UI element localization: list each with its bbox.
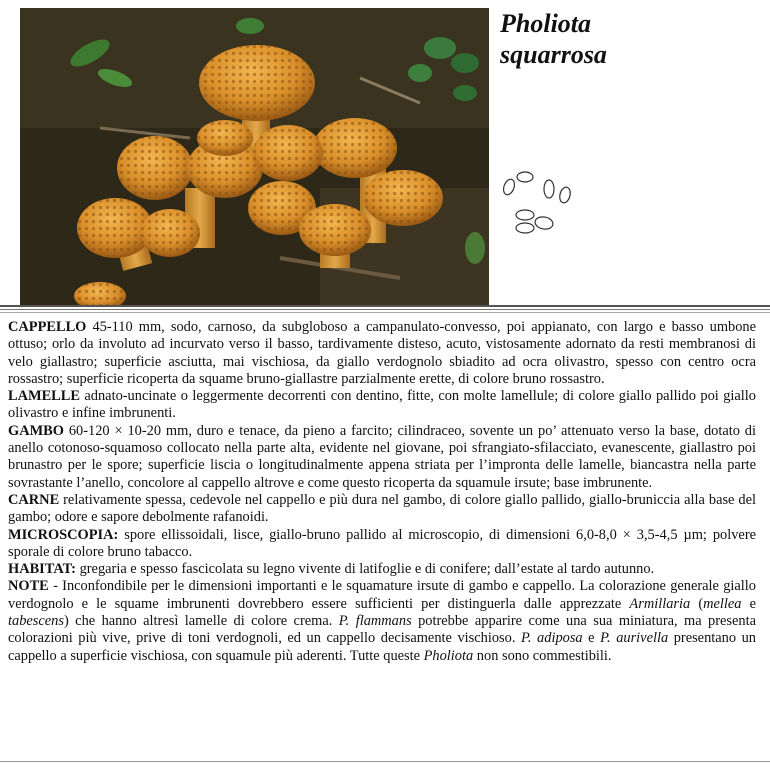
section-lamelle: LAMELLE adnato-uncinate o leggermente decorrenti con dentino, fitte, con molte lamellule; di colore giallo pallido poi giallo olivastro e infine imbrunenti. <box>8 388 756 422</box>
section-microscopia: MICROSCOPIA: spore ellissoidali, lisce, giallo-bruno pallido al microscopio, di dimensioni 6,0-8,0 × 3,5-4,5 µm; polvere sporale di colore bruno tabacco. <box>8 526 756 560</box>
divider-line <box>0 312 770 313</box>
section-label: GAMBO <box>8 422 64 439</box>
title-genus: Pholiota <box>500 9 592 38</box>
section-habitat: HABITAT: gregaria e spesso fascicolata su legno vivente di latifoglie e di conifere; dall’estate al tardo autunno. <box>8 561 655 578</box>
section-cappello: CAPPELLO 45-110 mm, sodo, carnoso, da subgloboso a campanulato-convesso, poi appianato, con largo e basso umbone ottuso; orlo da involuto ad incurvato verso il basso, tardivamente disteso, acuto, vistosamente adornato da resti membranosi di velo giallastro; superficie asciutta, mai vischiosa, da giallo verdognolo sbiadito ad ocra olivastro, spesso con centro ocra rossastro; superficie ricoperta da squame bruno-giallastre parzialmente erette, di colore bruno rossastro. <box>8 319 756 387</box>
section-note: NOTE - Inconfondibile per le dimensioni importanti e le squamature irsute di gambo e cappello. La colorazione generale giallo verdognolo e le squame imbrunenti dovrebbero essere sufficienti per distinguerla dalle apprezzate Armillaria (mellea e tabescens) che hanno altresì lamelle di colore crema. P. flammans potrebbe apparire come una sua miniatura, ma presenta colorazioni più vive, prive di toni verdognoli, ed un cappello decisamente vischioso. P. adiposa e P. aurivella presentano un cappello a superficie vischiosa, con squamule più aderenti. Tutte queste Pholiota non sono commestibili. <box>8 578 756 664</box>
mushroom-cluster-photo <box>20 8 489 305</box>
section-label: CARNE <box>8 491 60 508</box>
section-label: LAMELLE <box>8 388 80 405</box>
divider-line <box>0 309 770 310</box>
spore-drawing <box>497 165 582 237</box>
divider-line <box>0 305 770 307</box>
section-carne: CARNE relativamente spessa, cedevole nel cappello e più dura nel gambo, di colore giallo pallido, giallo-bruniccia alla base del gambo; odore e sapore debolmente rafanoidi. <box>8 491 756 526</box>
description-text <box>8 319 756 665</box>
section-label: NOTE <box>8 578 49 595</box>
title-species: squarrosa <box>500 40 607 69</box>
page-title <box>500 8 607 70</box>
section-label: MICROSCOPIA: <box>8 526 119 543</box>
section-label: HABITAT: <box>8 561 76 578</box>
section-gambo: GAMBO 60-120 × 10-20 mm, duro e tenace, da pieno a farcito; cilindraceo, sovente un po’ attenuato verso la base, dotato di anello cotonoso-squamoso collocato nella parte alta, evidente nel giovane, poi sfrangiato-sfilacciato, evanescente, giallastro poi brunastro per le spore; superficie liscia o longitudinalmente appena striata per l’impronta delle lamelle, biancastra nella parte sovrastante l’anello, concolore al cappello altrove e come questo ricoperta da squamule irsute; base imbrunente. <box>8 422 756 491</box>
section-label: CAPPELLO <box>8 319 87 335</box>
divider-line <box>0 761 770 762</box>
